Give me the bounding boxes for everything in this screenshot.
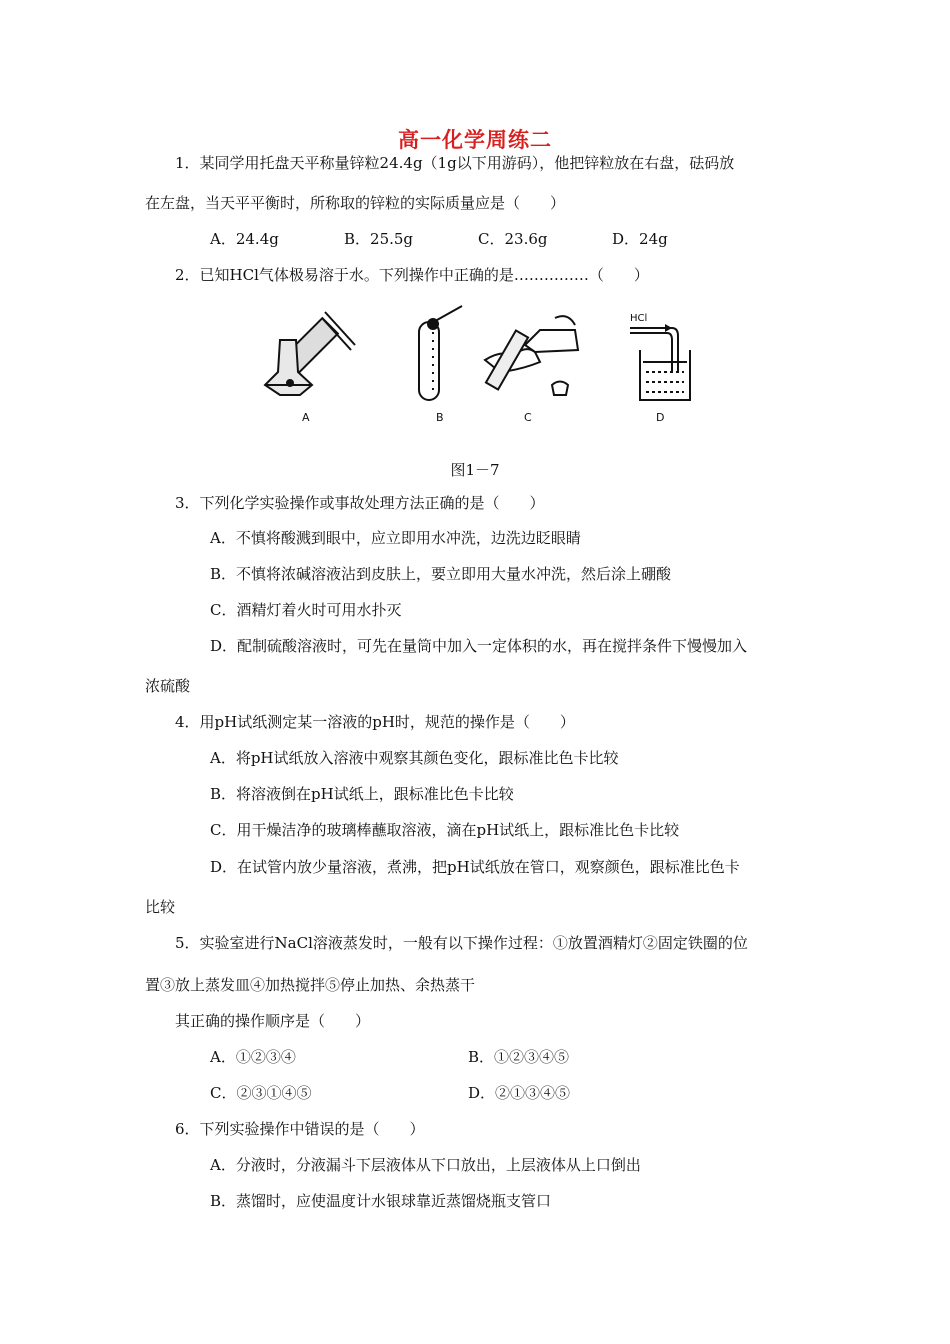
q3-option-d: D．配制硫酸溶液时，可先在量筒中加入一定体积的水，再在搅拌条件下慢慢加入 (210, 637, 748, 655)
q5-option-d: D．②①③④⑤ (468, 1084, 571, 1102)
q3-option-c: C．酒精灯着火时可用水扑灭 (210, 601, 402, 619)
figure-caption: 图1－7 (450, 461, 500, 479)
q6-stem: 6．下列实验操作中错误的是（ ） (175, 1120, 425, 1138)
q1-line1: 1．某同学用托盘天平称量锌粒24.4g（1g以下用游码），他把锌粒放在右盘，砝码放 (175, 154, 735, 172)
q1-option-b: B．25.5g (344, 230, 414, 248)
q4-option-d: D．在试管内放少量溶液，煮沸，把pH试纸放在管口，观察颜色，跟标准比色卡 (210, 858, 740, 876)
q5-option-c: C．②③①④⑤ (210, 1084, 312, 1102)
apparatus-d-icon (630, 324, 690, 400)
q5-option-b: B．①②③④⑤ (468, 1048, 570, 1066)
figure-hcl-label: HCl (630, 313, 648, 324)
figure-label-d: D (656, 411, 665, 424)
q4-option-c: C．用干燥洁净的玻璃棒蘸取溶液，滴在pH试纸上，跟标准比色卡比较 (210, 821, 680, 839)
q3-option-a: A．不慎将酸溅到眼中，应立即用水冲洗，边洗边眨眼睛 (210, 529, 581, 547)
q1-line2: 在左盘，当天平平衡时，所称取的锌粒的实际质量应是（ ） (145, 194, 566, 212)
figure-label-a: A (302, 411, 310, 424)
apparatus-c-icon (485, 316, 578, 395)
q5-line2: 置③放上蒸发皿④加热搅拌⑤停止加热、余热蒸干 (145, 976, 476, 994)
figure-label-c: C (524, 411, 532, 424)
q3-stem: 3．下列化学实验操作或事故处理方法正确的是（ ） (175, 494, 545, 512)
q1-option-d: D．24g (612, 230, 668, 248)
q6-option-a: A．分液时，分液漏斗下层液体从下口放出，上层液体从上口倒出 (210, 1156, 641, 1174)
q5-line3: 其正确的操作顺序是（ ） (175, 1012, 371, 1030)
q5-option-a: A．①②③④ (210, 1048, 296, 1066)
q4-option-d-continued: 比较 (145, 898, 176, 916)
apparatus-a-icon (265, 312, 355, 395)
figure-label-b: B (436, 411, 444, 424)
q5-line1: 5．实验室进行NaCl溶液蒸发时，一般有以下操作过程：①放置酒精灯②固定铁圈的位 (175, 934, 748, 952)
q3-option-b: B．不慎将浓碱溶液沾到皮肤上，要立即用大量水冲洗，然后涂上硼酸 (210, 565, 672, 583)
q1-option-a: A．24.4g (210, 230, 279, 248)
page-title: 高一化学周练二 (398, 128, 552, 152)
q2-stem: 2．已知HCl气体极易溶于水。下列操作中正确的是……………（ ） (175, 266, 649, 284)
q3-option-d-continued: 浓硫酸 (145, 677, 191, 695)
apparatus-b-icon (419, 306, 462, 400)
q4-option-a: A．将pH试纸放入溶液中观察其颜色变化，跟标准比色卡比较 (210, 749, 619, 767)
q4-option-b: B．将溶液倒在pH试纸上，跟标准比色卡比较 (210, 785, 514, 803)
q1-option-c: C．23.6g (478, 230, 548, 248)
q6-option-b: B．蒸馏时，应使温度计水银球靠近蒸馏烧瓶支管口 (210, 1192, 552, 1210)
q4-stem: 4．用pH试纸测定某一溶液的pH时，规范的操作是（ ） (175, 713, 575, 731)
